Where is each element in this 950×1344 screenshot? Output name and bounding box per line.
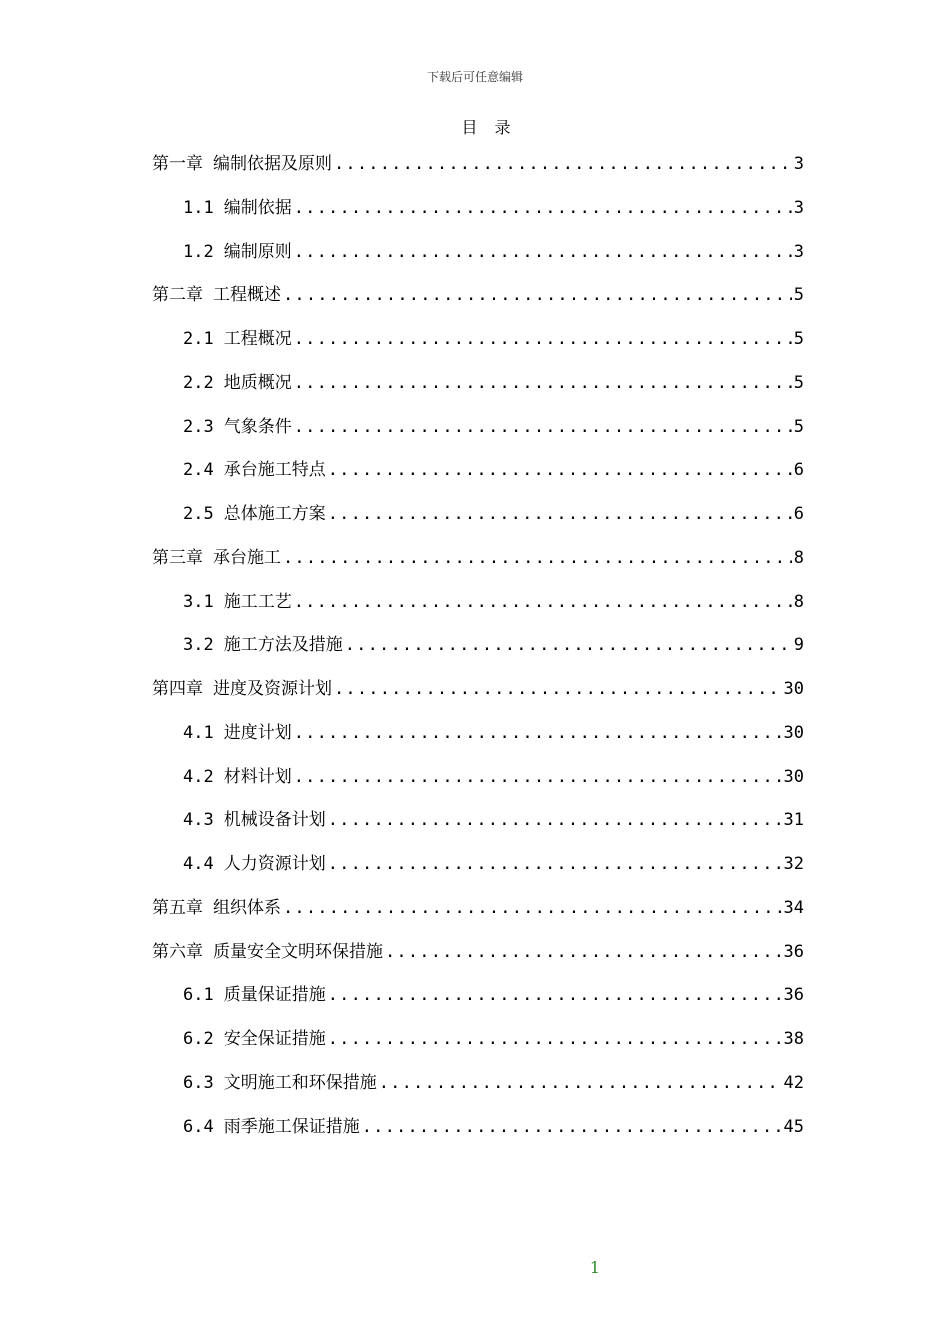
toc-entry-number: 2.1 (183, 329, 214, 349)
toc-entry-page: 6 (793, 460, 804, 481)
toc-entry[interactable] (152, 194, 804, 238)
toc-dot-leader (328, 806, 782, 834)
toc-entry-number: 1.2 (183, 241, 214, 262)
toc-entry-title: 材料计划 (223, 766, 292, 787)
toc-entry[interactable] (152, 894, 804, 938)
toc-entry-title: 人力资源计划 (223, 854, 326, 874)
toc-dot-leader (328, 850, 782, 878)
toc-entry[interactable] (152, 369, 804, 413)
toc-entry[interactable] (152, 631, 804, 675)
toc-dot-leader (283, 894, 782, 922)
toc-entry-title: 编制依据及原则 (213, 154, 332, 174)
toc-entry-number: 6.4 (183, 1116, 214, 1137)
toc-entry-number: 6.1 (183, 985, 214, 1006)
toc-entry[interactable] (152, 413, 804, 457)
toc-entry[interactable] (152, 500, 804, 544)
toc-entry[interactable] (152, 1025, 804, 1069)
toc-entry-page: 8 (793, 547, 804, 568)
toc-entry[interactable] (152, 588, 804, 632)
toc-entry-title: 质量安全文明环保措施 (213, 941, 383, 962)
toc-entry-page: 36 (783, 985, 804, 1006)
toc-entry-number: 6.2 (183, 1029, 214, 1049)
toc-entry-title: 质量保证措施 (223, 985, 326, 1006)
toc-entry-title: 进度计划 (223, 722, 292, 743)
toc-entry-page: 45 (783, 1116, 804, 1137)
toc-dot-leader (294, 763, 782, 791)
toc-dot-leader (294, 325, 792, 353)
toc-entry-number: 2.2 (183, 372, 214, 393)
toc-dot-leader (328, 500, 792, 528)
toc-entry-title: 安全保证措施 (223, 1029, 326, 1049)
toc-entry-page: 3 (793, 241, 804, 262)
toc-entry-page: 3 (793, 197, 804, 218)
toc-entry-page: 3 (793, 154, 804, 174)
toc-entry-title: 文明施工和环保措施 (223, 1072, 377, 1093)
toc-entry[interactable] (152, 719, 804, 763)
toc-entry-page: 31 (783, 810, 804, 831)
toc-entry[interactable] (152, 763, 804, 807)
toc-entry-page: 9 (793, 635, 804, 656)
page-header: 下载后可任意编辑 (426, 70, 523, 84)
toc-entry-page: 30 (783, 766, 804, 787)
toc-dot-leader (283, 281, 792, 309)
toc-entry-page: 5 (793, 416, 804, 437)
toc-entry-number: 2.3 (183, 416, 214, 437)
toc-entry-title: 编制依据 (223, 197, 292, 218)
toc-entry-title: 工程概述 (213, 285, 281, 306)
toc-entry-number: 第三章 (152, 547, 203, 568)
toc-entry[interactable] (152, 281, 804, 325)
toc-entry-number: 4.2 (183, 766, 214, 787)
toc-entry-title: 总体施工方案 (223, 504, 326, 524)
toc-dot-leader (362, 1113, 782, 1141)
toc-entry[interactable] (152, 238, 804, 282)
toc-entry[interactable] (152, 1069, 804, 1113)
toc-entry-number: 第一章 (152, 154, 203, 174)
toc-entry[interactable] (152, 981, 804, 1025)
toc-entry-number: 4.4 (183, 854, 214, 874)
toc-entry-title: 组织体系 (213, 897, 281, 918)
toc-dot-leader (294, 588, 792, 616)
toc-entry-number: 6.3 (183, 1072, 214, 1093)
toc-dot-leader (294, 194, 792, 222)
toc-entry-number: 第五章 (152, 897, 203, 918)
toc-entry-title: 承台施工特点 (223, 460, 326, 481)
toc-entry[interactable] (152, 938, 804, 982)
toc-entry-number: 第二章 (152, 285, 203, 306)
toc-dot-leader (328, 1025, 782, 1053)
toc-entry[interactable] (152, 850, 804, 894)
toc-entry[interactable] (152, 1113, 804, 1157)
toc-entry-title: 地质概况 (223, 372, 292, 393)
toc-dot-leader (294, 238, 792, 266)
table-of-contents (152, 150, 804, 1156)
toc-entry-page: 38 (783, 1029, 804, 1049)
toc-entry-title: 进度及资源计划 (213, 679, 332, 699)
toc-entry[interactable] (152, 544, 804, 588)
toc-entry-page: 36 (783, 941, 804, 962)
toc-entry-title: 机械设备计划 (223, 810, 326, 831)
toc-entry-number: 2.4 (183, 460, 214, 481)
toc-entry-title: 编制原则 (223, 241, 292, 262)
toc-entry-page: 5 (793, 329, 804, 349)
toc-dot-leader (328, 981, 782, 1009)
toc-entry-page: 42 (783, 1072, 804, 1093)
toc-dot-leader (345, 631, 792, 659)
toc-entry[interactable] (152, 806, 804, 850)
toc-entry-number: 1.1 (183, 197, 214, 218)
toc-entry-page: 34 (783, 897, 804, 918)
toc-entry[interactable] (152, 675, 804, 719)
toc-entry-number: 2.5 (183, 504, 214, 524)
toc-entry-title: 施工方法及措施 (223, 635, 343, 656)
toc-entry-page: 5 (793, 285, 804, 306)
toc-entry-number: 4.3 (183, 810, 214, 831)
toc-entry-number: 第六章 (152, 941, 203, 962)
toc-dot-leader (385, 938, 782, 966)
toc-dot-leader (294, 719, 782, 747)
toc-entry-page: 8 (793, 591, 804, 612)
toc-dot-leader (379, 1069, 782, 1097)
toc-dot-leader (283, 544, 792, 572)
toc-entry-title: 雨季施工保证措施 (223, 1116, 360, 1137)
toc-entry[interactable] (152, 325, 804, 369)
toc-entry-page: 6 (793, 504, 804, 524)
toc-entry-title: 承台施工 (213, 547, 281, 568)
toc-entry-page: 30 (783, 722, 804, 743)
toc-dot-leader (328, 456, 792, 484)
toc-entry-number: 3.2 (183, 635, 214, 656)
toc-entry-page: 30 (783, 679, 804, 699)
toc-dot-leader (334, 675, 782, 703)
toc-title: 目 录 (461, 118, 517, 137)
toc-entry-title: 气象条件 (223, 416, 292, 437)
toc-dot-leader (334, 150, 792, 178)
page-number: 1 (589, 1258, 601, 1277)
toc-dot-leader (294, 369, 792, 397)
toc-entry[interactable] (152, 150, 804, 194)
toc-entry-title: 工程概况 (223, 329, 292, 349)
toc-entry-title: 施工工艺 (223, 591, 292, 612)
toc-entry[interactable] (152, 456, 804, 500)
toc-entry-page: 32 (783, 854, 804, 874)
toc-entry-number: 4.1 (183, 722, 214, 743)
toc-entry-number: 第四章 (152, 679, 203, 699)
toc-entry-number: 3.1 (183, 591, 214, 612)
toc-dot-leader (294, 413, 792, 441)
toc-entry-page: 5 (793, 372, 804, 393)
